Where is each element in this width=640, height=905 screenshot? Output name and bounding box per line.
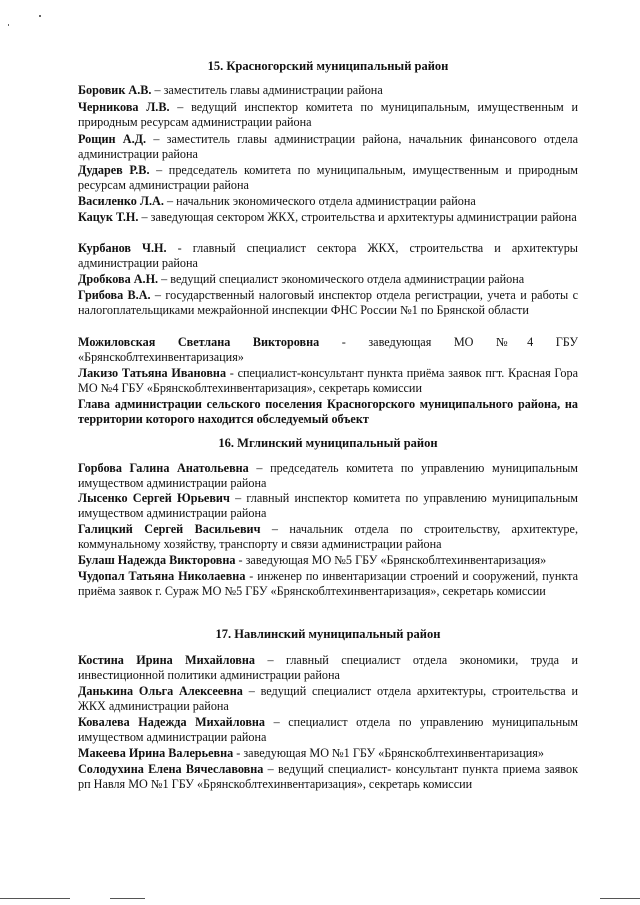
member-position: – государственный налоговый инспектор отдела регистрации, учета и работы с налогоплательщиками межрайонной инспекции ФНС России №1 по Брянской области [78, 288, 578, 318]
section-title: 15. Красногорский муниципальный район [207, 59, 449, 73]
member-entry [78, 335, 578, 366]
member-entry [78, 366, 578, 397]
member-name: Рощин А.Д. [78, 132, 147, 146]
member-entry [78, 746, 578, 761]
member-name: Можиловская Светлана Викторовна [78, 335, 320, 349]
member-name: Ковалева Надежда Михайловна [78, 715, 266, 729]
member-entry [78, 553, 578, 568]
member-entry [78, 194, 578, 209]
member-position: – начальник отдела по строительству, архитектуре, коммунальному хозяйству, транспорту и связи администрации района [78, 522, 578, 552]
member-name: Лакизо Татьяна Ивановна [78, 366, 227, 380]
member-name: Кацук Т.Н. [78, 210, 139, 224]
member-entry [78, 100, 578, 131]
member-entry [78, 210, 578, 225]
member-name: Костина Ирина Михайловна [78, 653, 256, 667]
member-name: Булаш Надежда Викторовна [78, 553, 236, 567]
member-position: - заведующая МО №5 ГБУ «Брянскоблтехинвентаризация» [235, 553, 547, 567]
member-entry [78, 684, 578, 715]
member-entry [78, 83, 578, 98]
member-position: – главный инспектор комитета по управлению муниципальным имуществом администрации района [78, 491, 579, 521]
member-name: Галицкий Сергей Васильевич [78, 522, 261, 536]
member-name: Чудопал Татьяна Николаевна [78, 569, 246, 583]
scan-edge-line [110, 898, 145, 899]
scan-speck [8, 24, 9, 26]
member-name: Лысенко Сергей Юрьевич [78, 491, 230, 505]
member-position: – заместитель главы администрации района, начальник финансового отдела администрации района [78, 132, 578, 162]
member-position: – начальник экономического отдела администрации района [163, 194, 476, 208]
member-entry [78, 715, 578, 746]
member-entry [78, 132, 578, 163]
member-name: Черникова Л.В. [78, 100, 170, 114]
member-position: – ведущий инспектор комитета по муниципальным, имущественным и природным ресурсам администрации района [78, 100, 578, 130]
member-entry [78, 653, 578, 684]
scan-edge-line [0, 898, 70, 899]
member-entry [78, 461, 578, 492]
section-title: 17. Навлинский муниципальный район [215, 627, 441, 641]
member-position: - заведующая МО №1 ГБУ «Брянскоблтехинвентаризация» [233, 746, 545, 760]
member-name: Василенко Л.А. [78, 194, 164, 208]
member-position: - специалист-консультант пункта приёма заявок пгт. Красная Гора МО №4 ГБУ «Брянскоблтехинвентаризация», секретарь комиссии [78, 366, 578, 396]
member-name: Боровик А.В. [78, 83, 152, 97]
member-name: Дударев Р.В. [78, 163, 150, 177]
member-name: Макеева Ирина Валерьевна [78, 746, 234, 760]
member-position: – заведующая сектором ЖКХ, строительства и архитектуры администрации района [138, 210, 577, 224]
scan-speck [39, 15, 41, 17]
member-name: Горбова Галина Анатольевна [78, 461, 249, 475]
member-position: – председатель комитета по муниципальным, имущественным и природным ресурсам администрации района [78, 163, 578, 193]
member-entry [78, 288, 578, 319]
member-entry [78, 522, 578, 553]
member-position: - инженер по инвентаризации строений и сооружений, пункта приёма заявок г. Сураж МО №5 ГБУ «Брянскоблтехинвентаризация», секретарь комиссии [78, 569, 578, 599]
member-position: – ведущий специалист- консультант пункта приема заявок рп Навля МО №1 ГБУ «Брянскоблтехинвентаризация», секретарь комиссии [78, 762, 578, 792]
member-entry [78, 491, 578, 522]
member-name: Дробкова А.Н. [78, 272, 159, 286]
member-position: – специалист отдела по управлению муниципальным имуществом администрации района [78, 715, 578, 745]
member-position: - заведующая МО №4 ГБУ «Брянскоблтехинвентаризация» [78, 335, 578, 365]
member-name: Грибова В.А. [78, 288, 151, 302]
member-entry [78, 272, 578, 287]
member-entry [78, 569, 578, 600]
member-position: – главный специалист отдела экономики, труда и инвестиционной политики администрации района [78, 653, 578, 683]
member-name: Данькина Ольга Алексеевна [78, 684, 243, 698]
member-entry [78, 241, 578, 272]
member-position: - главный специалист сектора ЖКХ, строительства и архитектуры администрации района [78, 241, 578, 271]
member-name: Курбанов Ч.Н. [78, 241, 167, 255]
member-entry [78, 762, 578, 793]
member-position: – ведущий специалист экономического отдела администрации района [158, 272, 525, 286]
scan-edge-line [600, 898, 640, 899]
member-position: – заместитель главы администрации района [151, 83, 383, 97]
member-position: – председатель комитета по управлению муниципальным имуществом администрации района [78, 461, 578, 491]
section-title: 16. Мглинский муниципальный район [218, 436, 438, 450]
closing-note: Глава администрации сельского поселения Красногорского муниципального района, на территории которого находится обследуемый объект [78, 397, 578, 427]
member-name: Солодухина Елена Вячеславовна [78, 762, 264, 776]
member-position: – ведущий специалист отдела архитектуры, строительства и ЖКХ администрации района [78, 684, 578, 714]
member-entry [78, 163, 578, 194]
